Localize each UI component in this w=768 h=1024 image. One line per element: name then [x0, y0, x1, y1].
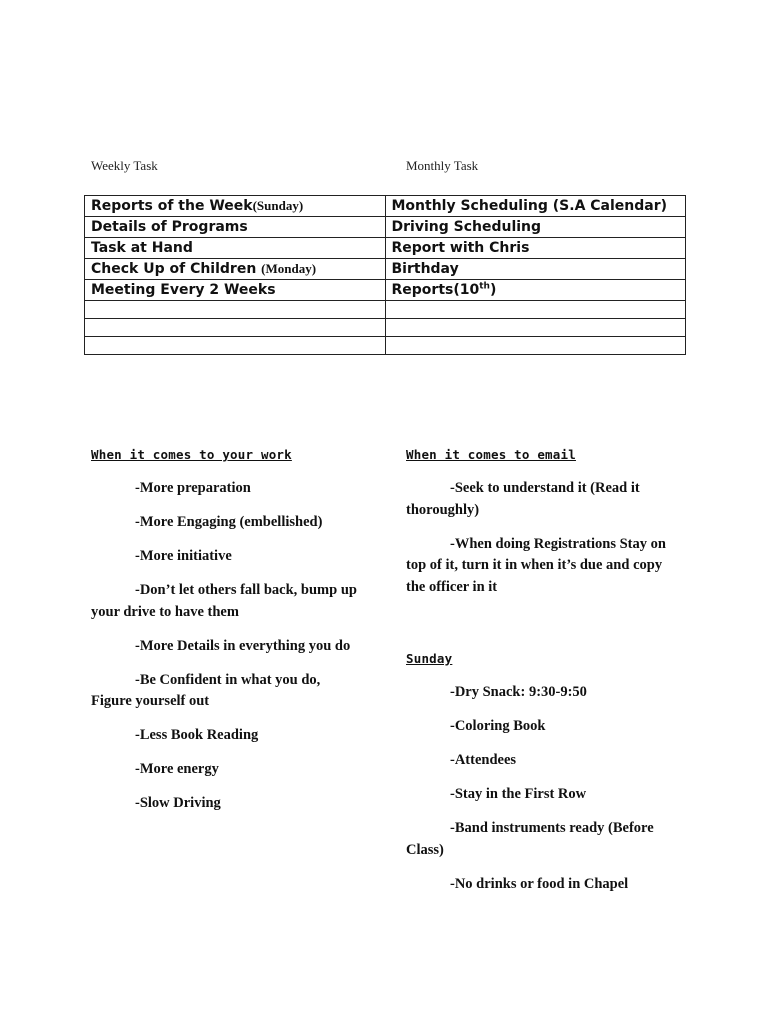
- monthly-cell: [385, 259, 686, 280]
- monthly-cell: [385, 319, 686, 337]
- weekly-cell: [85, 319, 386, 337]
- list-item: -When doing Registrations Stay on top of it, turn it in when it’s due and copy the officer in it: [406, 535, 666, 595]
- work-section-title: When it comes to your work: [91, 447, 292, 462]
- empty-table-row: [85, 337, 686, 355]
- monthly-cell: [385, 280, 686, 301]
- sunday-list: [406, 682, 678, 908]
- sunday-section-title: Sunday: [406, 651, 453, 666]
- weekly-task: Check Up of Children: [91, 261, 262, 277]
- email-section-title: When it comes to email: [406, 447, 576, 462]
- work-list: [91, 478, 363, 827]
- table-row: [85, 217, 686, 238]
- table-row: [85, 238, 686, 259]
- monthly-task: Report with Chris: [391, 240, 530, 256]
- monthly-cell: [385, 217, 686, 238]
- monthly-cell: [385, 238, 686, 259]
- weekly-cell: [85, 259, 386, 280]
- monthly-task: Monthly Scheduling (S.A Calendar): [391, 198, 668, 214]
- table-row: [85, 259, 686, 280]
- weekly-task-note: (Monday): [261, 261, 317, 276]
- list-item: -Slow Driving: [135, 795, 221, 811]
- list-item: -More Details in everything you do: [135, 637, 351, 654]
- list-item: -Be Confident in what you do, Figure yourself out: [91, 671, 321, 709]
- empty-table-row: [85, 319, 686, 337]
- list-item: -Seek to understand it (Read it thoroughly): [406, 480, 640, 518]
- list-item: -More initiative: [135, 548, 232, 564]
- monthly-task-heading: Monthly Task: [406, 158, 479, 173]
- list-item: -Coloring Book: [450, 718, 546, 734]
- weekly-task-note: (Sunday): [252, 198, 304, 213]
- weekly-task: Task at Hand: [91, 240, 193, 256]
- list-item: -More Engaging (embellished): [135, 514, 323, 530]
- list-item: -No drinks or food in Chapel: [450, 875, 629, 892]
- weekly-cell: [85, 196, 386, 217]
- monthly-task-close: ): [489, 282, 497, 298]
- monthly-cell: [385, 301, 686, 319]
- weekly-task: Meeting Every 2 Weeks: [91, 282, 276, 298]
- list-item: -Band instruments ready (Before Class): [406, 820, 654, 858]
- list-item: -More energy: [135, 761, 219, 777]
- weekly-task: Reports of the Week: [91, 198, 253, 214]
- monthly-cell: [385, 196, 686, 217]
- weekly-cell: [85, 301, 386, 319]
- list-item: -Attendees: [450, 752, 517, 768]
- monthly-task: Reports(10: [391, 282, 480, 298]
- monthly-task: Driving Scheduling: [391, 219, 542, 235]
- list-item: -Don’t let others fall back, bump up your drive to have them: [91, 582, 357, 620]
- monthly-task-superscript: th: [479, 281, 490, 292]
- weekly-cell: [85, 337, 386, 355]
- weekly-cell: [85, 238, 386, 259]
- weekly-cell: [85, 280, 386, 301]
- table-row: [85, 196, 686, 217]
- list-item: -More preparation: [135, 480, 251, 496]
- weekly-cell: [85, 217, 386, 238]
- empty-table-row: [85, 301, 686, 319]
- list-item: -Less Book Reading: [135, 727, 259, 743]
- list-item: -Stay in the First Row: [450, 786, 587, 802]
- monthly-cell: [385, 337, 686, 355]
- task-table: [84, 195, 686, 355]
- monthly-task: Birthday: [391, 261, 459, 277]
- table-row: [85, 280, 686, 301]
- email-list: [406, 478, 678, 611]
- weekly-task: Details of Programs: [91, 219, 248, 235]
- list-item: -Dry Snack: 9:30-9:50: [450, 684, 587, 700]
- weekly-task-heading: Weekly Task: [91, 158, 158, 173]
